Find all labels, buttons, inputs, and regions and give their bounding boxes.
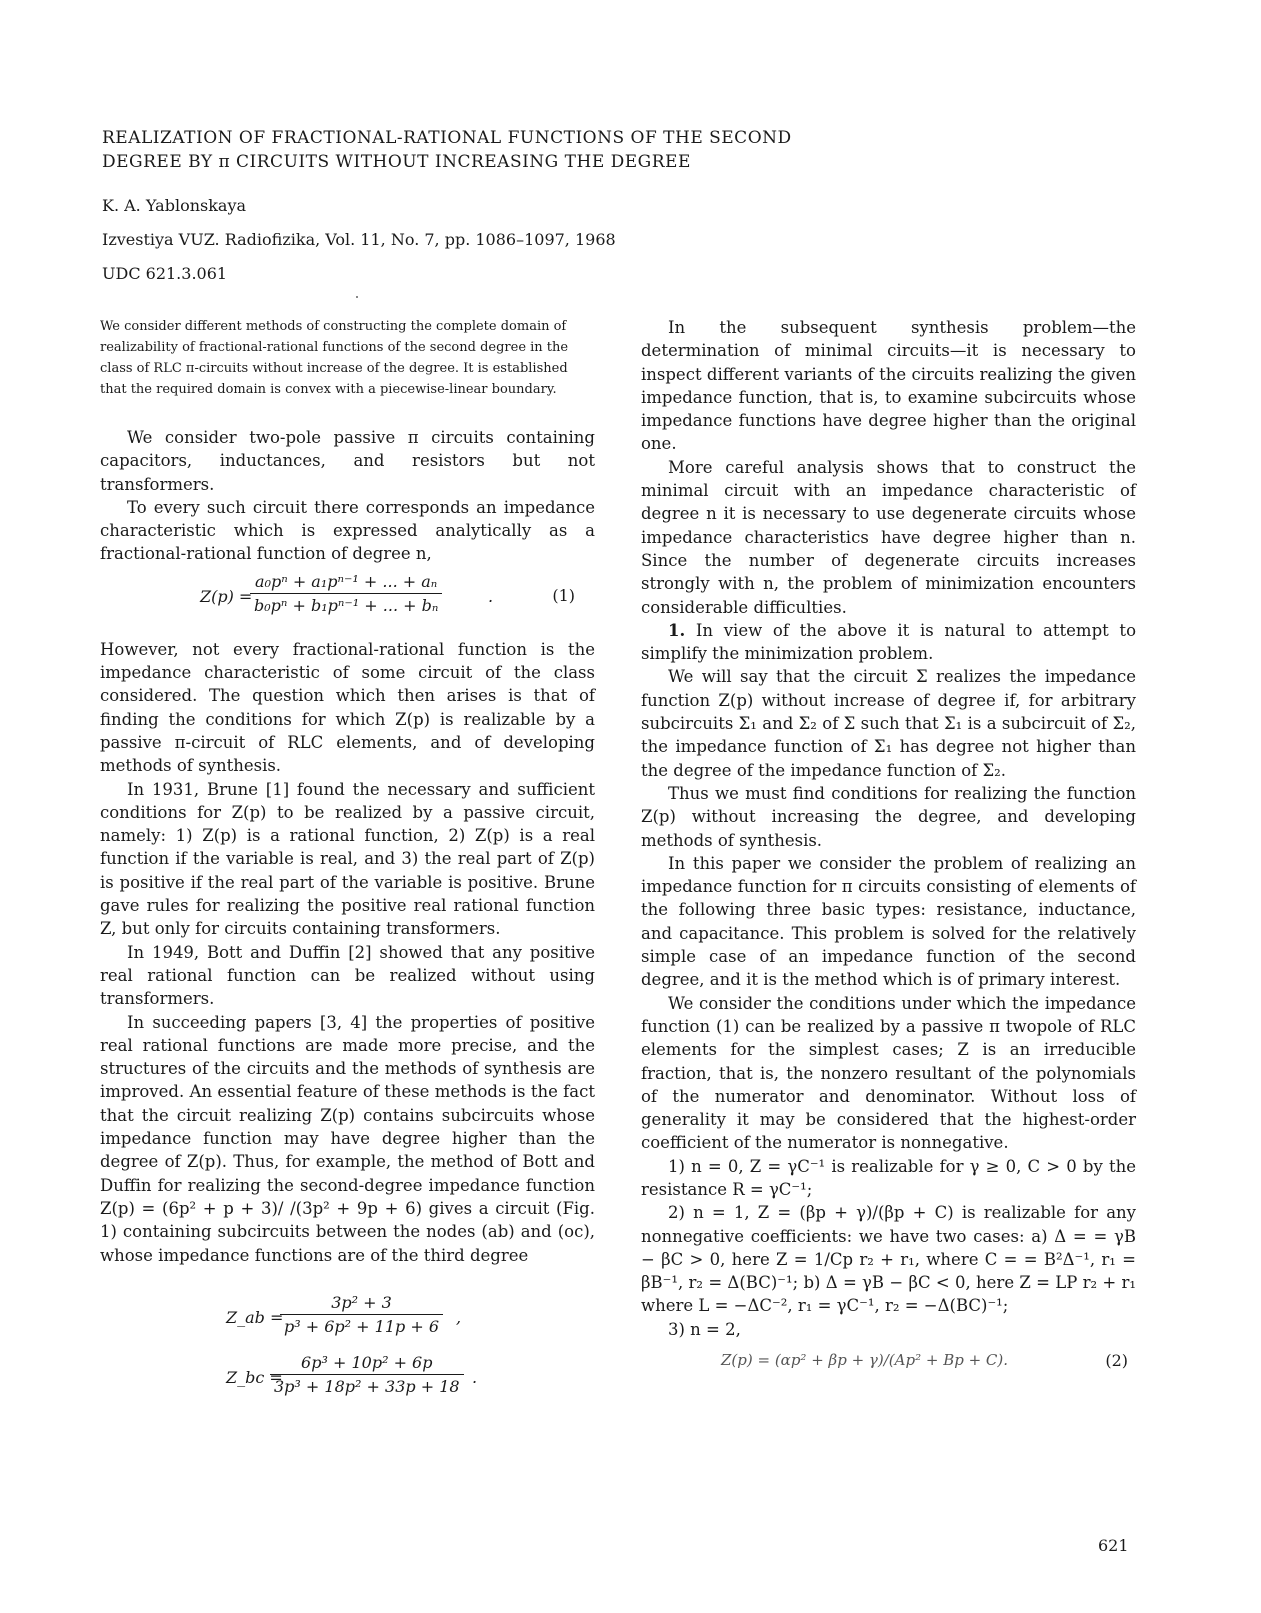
equation-body: Z(p) = (αp² + βp + γ)/(Ap² + Bp + C).	[721, 1351, 1009, 1370]
numerator: 6p³ + 10p² + 6p	[270, 1353, 464, 1375]
paragraph: We will say that the circuit Σ realizes the impedance function Z(p) without increase of degree if, for arbitrary subcircuits Σ₁ and Σ₂ of Σ such that Σ₁ is a subcircuit of Σ₂, the impedance function of Σ₁ has degree not higher than the degree of the impedance function of Σ₂.	[641, 667, 1136, 780]
paragraph: 1) n = 0, Z = γC⁻¹ is realizable for γ ≥ 0, C > 0 by the resistance R = γC⁻¹;	[641, 1156, 1136, 1199]
paragraph: 2) n = 1, Z = (βp + γ)/(βp + C) is realizable for any nonnegative coefficients: we have two cases: a) Δ = = γB − βC > 0, here Z = 1/Cp r₂ + r₁, where C = = B²Δ⁻¹, r₁ = βB⁻¹, r₂ = Δ(BC)⁻¹; b) Δ = γB − βC < 0, here Z = LP r₂ + r₁ where L = −ΔC⁻², r₁ = γC⁻¹, r₂ = −Δ(BC)⁻¹;	[641, 1203, 1136, 1316]
paragraph: More careful analysis shows that to construct the minimal circuit with an impedance characteristic of degree n it is necessary to use degenerate circuits whose impedance characteristics have degree higher than n. Since the number of degenerate circuits increases strongly with n, the problem of minimization encounters considerable difficulties.	[641, 457, 1136, 617]
equation-lhs: Z(p) =	[200, 586, 253, 606]
paragraph: 3) n = 2,	[668, 1319, 741, 1339]
denominator: p³ + 6p² + 11p + 6	[284, 1316, 440, 1336]
equation-1	[100, 572, 595, 624]
equation-lhs: Z_bc =	[226, 1367, 283, 1387]
abstract: We consider different methods of constructing the complete domain of realizability of fractional-rational functions of the second degree in the class of RLC π-circuits without increase of the degree. It is established that the required domain is convex with a piecewise-linear boundary.	[100, 319, 569, 397]
equation-number: (1)	[552, 585, 575, 605]
right-column	[641, 316, 1136, 1377]
fraction	[270, 1353, 464, 1396]
equation-zab	[100, 1293, 595, 1345]
denominator: 3p³ + 18p² + 33p + 18	[274, 1376, 460, 1396]
title-line-2: DEGREE BY π CIRCUITS WITHOUT INCREASING THE DEGREE	[102, 152, 691, 172]
equation-2	[641, 1347, 1136, 1377]
equation-number: (2)	[1105, 1351, 1128, 1371]
equation-lhs: Z_ab =	[226, 1307, 284, 1327]
equation-period: .	[488, 586, 494, 606]
numerator: a₀pⁿ + a₁pⁿ⁻¹ + ... + aₙ	[250, 572, 442, 594]
article-header	[102, 126, 862, 283]
equation-comma: ,	[456, 1307, 462, 1327]
paragraph: To every such circuit there corresponds an impedance characteristic which is expressed analytically as a fractional-rational function of degree n,	[100, 497, 595, 564]
paragraph: Thus we must find conditions for realizing the function Z(p) without increasing the degree, and developing methods of synthesis.	[641, 783, 1136, 850]
title-line-1: REALIZATION OF FRACTIONAL-RATIONAL FUNCTIONS OF THE SECOND	[102, 128, 792, 148]
fraction	[280, 1293, 443, 1336]
udc-code: UDC 621.3.061	[102, 264, 228, 283]
article-title	[102, 126, 862, 174]
speck	[356, 296, 358, 298]
paragraph: In this paper we consider the problem of realizing an impedance function for π circuits consisting of elements of the following three basic types: resistance, inductance, and capacitance. This problem is solved for the relatively simple case of an impedance function of the second degree, and it is the method which is of primary interest.	[641, 853, 1136, 990]
paragraph: In 1949, Bott and Duffin [2] showed that any positive real rational function can be realized without using transformers.	[100, 942, 595, 1009]
paragraph	[641, 619, 1136, 666]
citation: Izvestiya VUZ. Radiofizika, Vol. 11, No. 7, pp. 1086–1097, 1968	[102, 230, 616, 249]
left-column	[100, 316, 595, 1405]
paragraph: In 1931, Brune [1] found the necessary and sufficient conditions for Z(p) to be realized by a passive circuit, namely: 1) Z(p) is a rational function, 2) Z(p) is a real function if the variable is real, and 3) the real part of Z(p) is positive if the real part of the variable is positive. Brune gave rules for realizing the positive real rational function Z, but only for circuits containing transformers.	[100, 779, 595, 939]
paragraph: In succeeding papers [3, 4] the properties of positive real rational functions are made more precise, and the structures of the circuits and the methods of synthesis are improved. An essential feature of these methods is the fact that the circuit realizing Z(p) contains subcircuits whose impedance function may have degree higher than the degree of Z(p). Thus, for example, the method of Bott and Duffin for realizing the second-degree impedance function Z(p) = (6p² + p + 3)/ /(3p² + 9p + 6) gives a circuit (Fig. 1) containing subcircuits between the nodes (ab) and (oc), whose impedance functions are of the third degree	[100, 1012, 595, 1265]
fraction	[250, 572, 442, 615]
denominator: b₀pⁿ + b₁pⁿ⁻¹ + ... + bₙ	[254, 595, 439, 615]
page-number: 621	[1098, 1536, 1129, 1555]
section-number: 1.	[668, 620, 686, 640]
paragraph: We consider two-pole passive π circuits containing capacitors, inductances, and resistors but not transformers.	[100, 428, 595, 494]
equation-period: .	[472, 1367, 478, 1387]
author: K. A. Yablonskaya	[102, 196, 247, 215]
numerator: 3p² + 3	[280, 1293, 443, 1315]
paragraph: In the subsequent synthesis problem—the determination of minimal circuits—it is necessary to inspect different variants of the circuits realizing the given impedance function, that is, to examine subcircuits whose impedance functions have degree higher than the original one.	[641, 318, 1136, 454]
equation-zbc	[100, 1353, 595, 1405]
paragraph: However, not every fractional-rational function is the impedance characteristic of some circuit of the class considered. The question which then arises is that of finding the conditions for which Z(p) is realizable by a passive π-circuit of RLC elements, and of developing methods of synthesis.	[100, 639, 595, 776]
paragraph: We consider the conditions under which the impedance function (1) can be realized by a passive π twopole of RLC elements for the simplest cases; Z is an irreducible fraction, that is, the nonzero resultant of the polynomials of the numerator and denominator. Without loss of generality it may be considered that the highest-order coefficient of the numerator is nonnegative.	[641, 993, 1136, 1153]
paragraph-text: In view of the above it is natural to attempt to simplify the minimization problem.	[641, 620, 1136, 664]
